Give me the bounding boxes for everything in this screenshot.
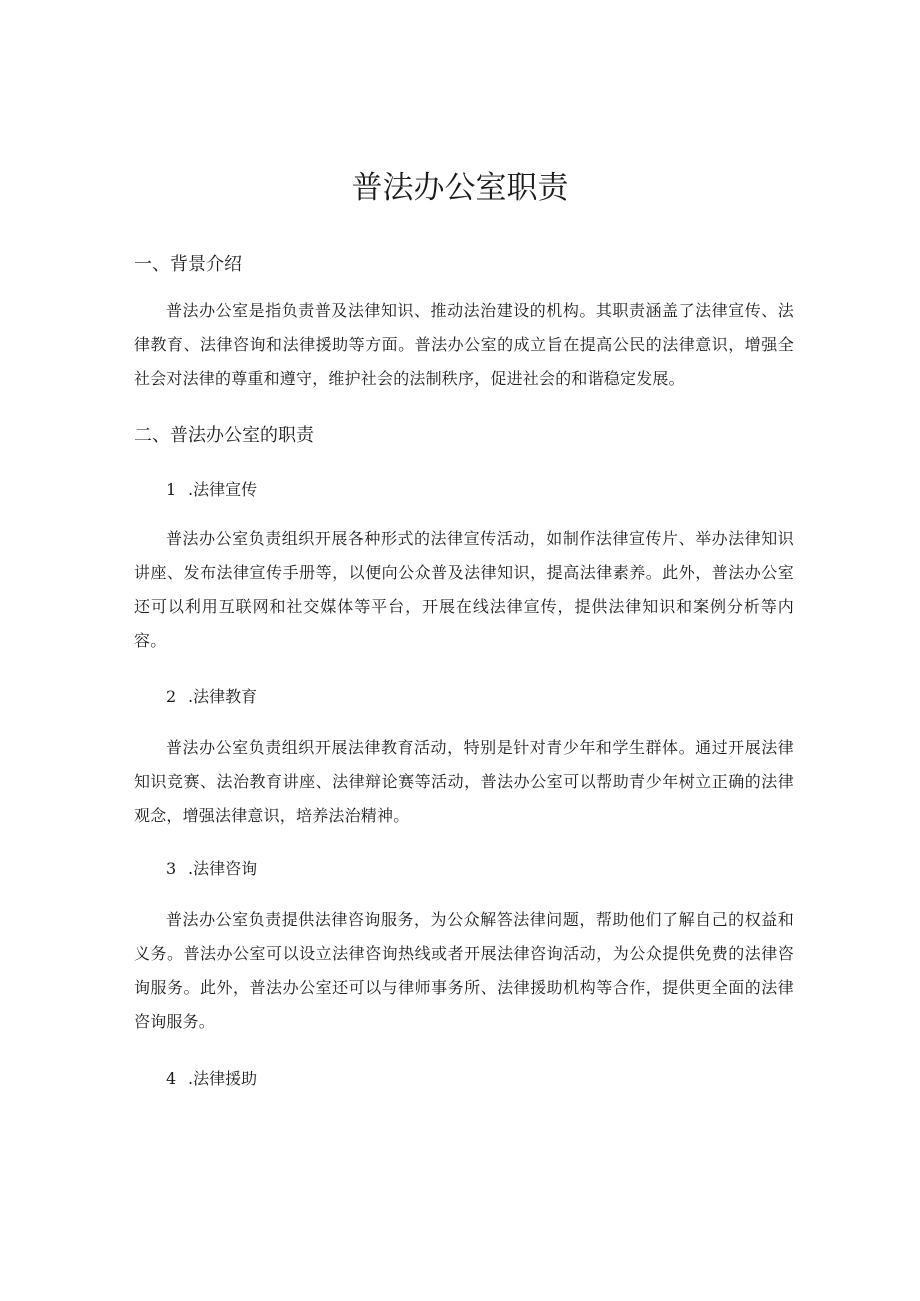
legal-consultation-paragraph: 普法办公室负责提供法律咨询服务，为公众解答法律问题，帮助他们了解自己的权益和义务。普法办公室可以设立法律咨询热线或者开展法律咨询活动，为公众提供免费的法律咨询服务。此外，普法办公室还可以与律师事务所、法律援助机构等合作，提供更全面的法律咨询服务。 xyxy=(134,910,794,1031)
subheading-title: .法律咨询 xyxy=(188,859,258,878)
subheading-legal-publicity xyxy=(166,478,257,502)
page-title: 普法办公室职责 xyxy=(351,170,569,206)
section-heading-duties: 二、普法办公室的职责 xyxy=(134,425,314,446)
legal-publicity-paragraph: 普法办公室负责组织开展各种形式的法律宣传活动，如制作法律宣传片、举办法律知识讲座、发布法律宣传手册等，以便向公众普及法律知识，提高法律素养。此外，普法办公室还可以利用互联网和社交媒体等平台，开展在线法律宣传，提供法律知识和案例分析等内容。 xyxy=(134,529,794,650)
subheading-number: 4 xyxy=(166,1069,177,1088)
subheading-legal-consultation xyxy=(166,857,257,881)
subheading-title: .法律宣传 xyxy=(188,480,258,499)
subheading-legal-aid xyxy=(166,1067,257,1091)
subheading-title: .法律教育 xyxy=(188,687,258,706)
section-heading-background: 一、背景介绍 xyxy=(134,254,242,275)
subheading-number: 3 xyxy=(166,859,177,878)
background-paragraph: 普法办公室是指负责普及法律知识、推动法治建设的机构。其职责涵盖了法律宣传、法律教育、法律咨询和法律援助等方面。普法办公室的成立旨在提高公民的法律意识，增强全社会对法律的尊重和遵守，维护社会的法制秩序，促进社会的和谐稳定发展。 xyxy=(134,301,794,388)
subheading-number: 1 xyxy=(166,480,177,499)
subheading-title: .法律援助 xyxy=(188,1069,258,1088)
legal-education-paragraph: 普法办公室负责组织开展法律教育活动，特别是针对青少年和学生群体。通过开展法律知识竞赛、法治教育讲座、法律辩论赛等活动，普法办公室可以帮助青少年树立正确的法律观念，增强法律意识，培养法治精神。 xyxy=(134,738,794,825)
subheading-legal-education xyxy=(166,685,257,709)
subheading-number: 2 xyxy=(166,687,177,706)
